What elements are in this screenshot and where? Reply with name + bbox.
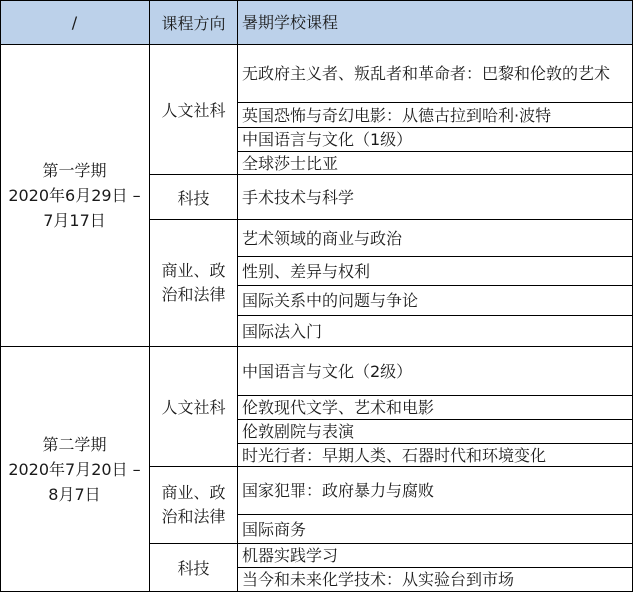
course-cell xyxy=(238,568,633,592)
direction-business-law xyxy=(150,467,238,544)
course-name: 艺术领域的商业与政治 xyxy=(242,228,403,248)
course-cell xyxy=(238,316,633,347)
course-cell xyxy=(238,175,633,220)
course-name: 手术技术与科学 xyxy=(242,187,355,207)
direction-humanities: 人文社科 xyxy=(150,45,238,175)
direction-line: 商业、政 xyxy=(161,261,226,280)
course-name: 中国语言与文化（1级） xyxy=(242,130,413,149)
course-name: 伦敦现代文学、艺术和电影 xyxy=(242,398,435,417)
course-cell xyxy=(238,286,633,316)
course-cell xyxy=(238,220,633,257)
semester-dates-line2: 7月17日 xyxy=(43,211,106,230)
course-cell xyxy=(238,128,633,152)
direction-tech: 科技 xyxy=(150,175,238,220)
course-cell xyxy=(238,152,633,175)
course-cell xyxy=(238,103,633,128)
semester-name: 第一学期 xyxy=(42,161,107,180)
course-cell xyxy=(238,544,633,568)
header-courses-cell: 暑期学校课程 xyxy=(238,0,633,45)
direction-business-law xyxy=(150,220,238,347)
direction-line: 治和法律 xyxy=(161,285,226,304)
course-name: 时光行者：早期人类、石器时代和环境变化 xyxy=(242,445,547,465)
course-name: 国家犯罪：政府暴力与腐败 xyxy=(242,481,435,500)
semester-name: 第二学期 xyxy=(42,434,107,454)
course-cell xyxy=(238,515,633,544)
course-name: 全球莎士比亚 xyxy=(242,153,339,173)
course-cell xyxy=(238,444,633,467)
course-name: 机器实践学习 xyxy=(242,546,339,565)
semester-2-cell xyxy=(0,347,150,592)
course-cell xyxy=(238,347,633,396)
course-name: 国际商务 xyxy=(242,519,307,539)
direction-humanities: 人文社科 xyxy=(150,347,238,467)
header-slash-cell: / xyxy=(0,0,150,45)
header-direction-cell: 课程方向 xyxy=(150,0,238,45)
direction-line: 商业、政 xyxy=(161,483,226,502)
course-cell xyxy=(238,467,633,515)
course-cell xyxy=(238,257,633,286)
course-name: 伦敦剧院与表演 xyxy=(242,422,355,441)
semester-dates-line1: 2020年6月29日 – xyxy=(8,186,141,205)
course-name: 中国语言与文化（2级） xyxy=(242,361,413,381)
course-cell xyxy=(238,396,633,420)
course-name: 无政府主义者、叛乱者和革命者：巴黎和伦敦的艺术 xyxy=(242,64,611,83)
course-cell xyxy=(238,45,633,103)
course-name: 国际法入门 xyxy=(242,321,323,341)
course-name: 当今和未来化学技术：从实验台到市场 xyxy=(242,570,515,589)
semester-dates-line2: 8月7日 xyxy=(48,484,101,504)
course-name: 国际关系中的问题与争论 xyxy=(242,291,419,310)
direction-tech: 科技 xyxy=(150,544,238,592)
course-cell xyxy=(238,420,633,444)
direction-line: 治和法律 xyxy=(161,507,226,526)
course-name: 性别、差异与权利 xyxy=(242,261,371,281)
course-name: 英国恐怖与奇幻电影：从德古拉到哈利·波特 xyxy=(242,105,552,125)
semester-dates-line1: 2020年7月20日 – xyxy=(8,459,141,479)
semester-1-cell xyxy=(0,45,150,347)
